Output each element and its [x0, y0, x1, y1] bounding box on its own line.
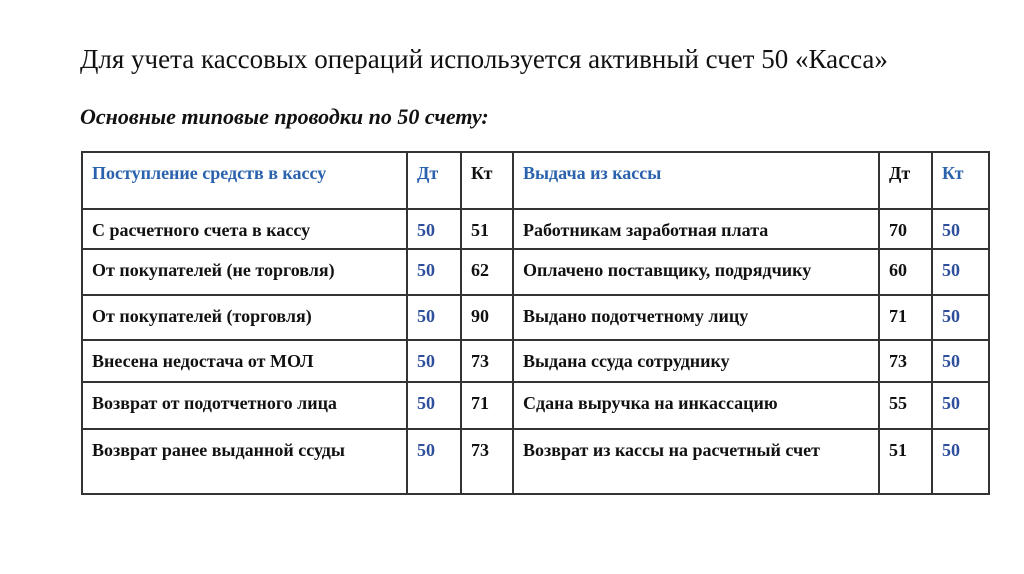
payment-description: Возврат из кассы на расчетный счет — [513, 429, 879, 494]
receipt-credit: 90 — [461, 295, 513, 340]
receipt-description: Внесена недостача от МОЛ — [82, 340, 407, 382]
payment-description: Выдана ссуда сотруднику — [513, 340, 879, 382]
table-row — [82, 249, 989, 295]
receipt-description: Возврат ранее выданной ссуды — [82, 429, 407, 494]
receipt-description: От покупателей (не торговля) — [82, 249, 407, 295]
payment-credit: 50 — [932, 382, 989, 429]
payment-description: Оплачено поставщику, подрядчику — [513, 249, 879, 295]
receipt-debit: 50 — [407, 382, 461, 429]
payment-debit: 73 — [879, 340, 932, 382]
receipt-debit: 50 — [407, 209, 461, 249]
payment-description: Работникам заработная плата — [513, 209, 879, 249]
header-payments: Выдача из кассы — [513, 152, 879, 209]
table-row — [82, 382, 989, 429]
payment-debit: 70 — [879, 209, 932, 249]
receipt-credit: 73 — [461, 340, 513, 382]
payment-debit: 51 — [879, 429, 932, 494]
payment-description: Выдано подотчетному лицу — [513, 295, 879, 340]
receipt-description: Возврат от подотчетного лица — [82, 382, 407, 429]
payment-credit: 50 — [932, 295, 989, 340]
header-credit-right: Кт — [932, 152, 989, 209]
payment-credit: 50 — [932, 249, 989, 295]
table-row — [82, 340, 989, 382]
header-receipts: Поступление средств в кассу — [82, 152, 407, 209]
receipt-credit: 71 — [461, 382, 513, 429]
header-debit-left: Дт — [407, 152, 461, 209]
payment-credit: 50 — [932, 340, 989, 382]
receipt-debit: 50 — [407, 295, 461, 340]
slide-title: Для учета кассовых операций используется активный счет 50 «Касса» — [80, 44, 888, 74]
payment-debit: 55 — [879, 382, 932, 429]
receipt-credit: 73 — [461, 429, 513, 494]
table-row — [82, 429, 989, 494]
receipt-debit: 50 — [407, 429, 461, 494]
receipt-credit: 62 — [461, 249, 513, 295]
payment-credit: 50 — [932, 209, 989, 249]
payment-credit: 50 — [932, 429, 989, 494]
header-credit-left: Кт — [461, 152, 513, 209]
receipt-credit: 51 — [461, 209, 513, 249]
postings-table — [81, 151, 990, 495]
table-header-row — [82, 152, 989, 209]
receipt-debit: 50 — [407, 249, 461, 295]
receipt-description: От покупателей (торговля) — [82, 295, 407, 340]
table-row — [82, 209, 989, 249]
slide-subtitle: Основные типовые проводки по 50 счету: — [80, 104, 489, 129]
receipt-description: С расчетного счета в кассу — [82, 209, 407, 249]
payment-description: Сдана выручка на инкассацию — [513, 382, 879, 429]
payment-debit: 60 — [879, 249, 932, 295]
payment-debit: 71 — [879, 295, 932, 340]
header-debit-right: Дт — [879, 152, 932, 209]
receipt-debit: 50 — [407, 340, 461, 382]
table-row — [82, 295, 989, 340]
